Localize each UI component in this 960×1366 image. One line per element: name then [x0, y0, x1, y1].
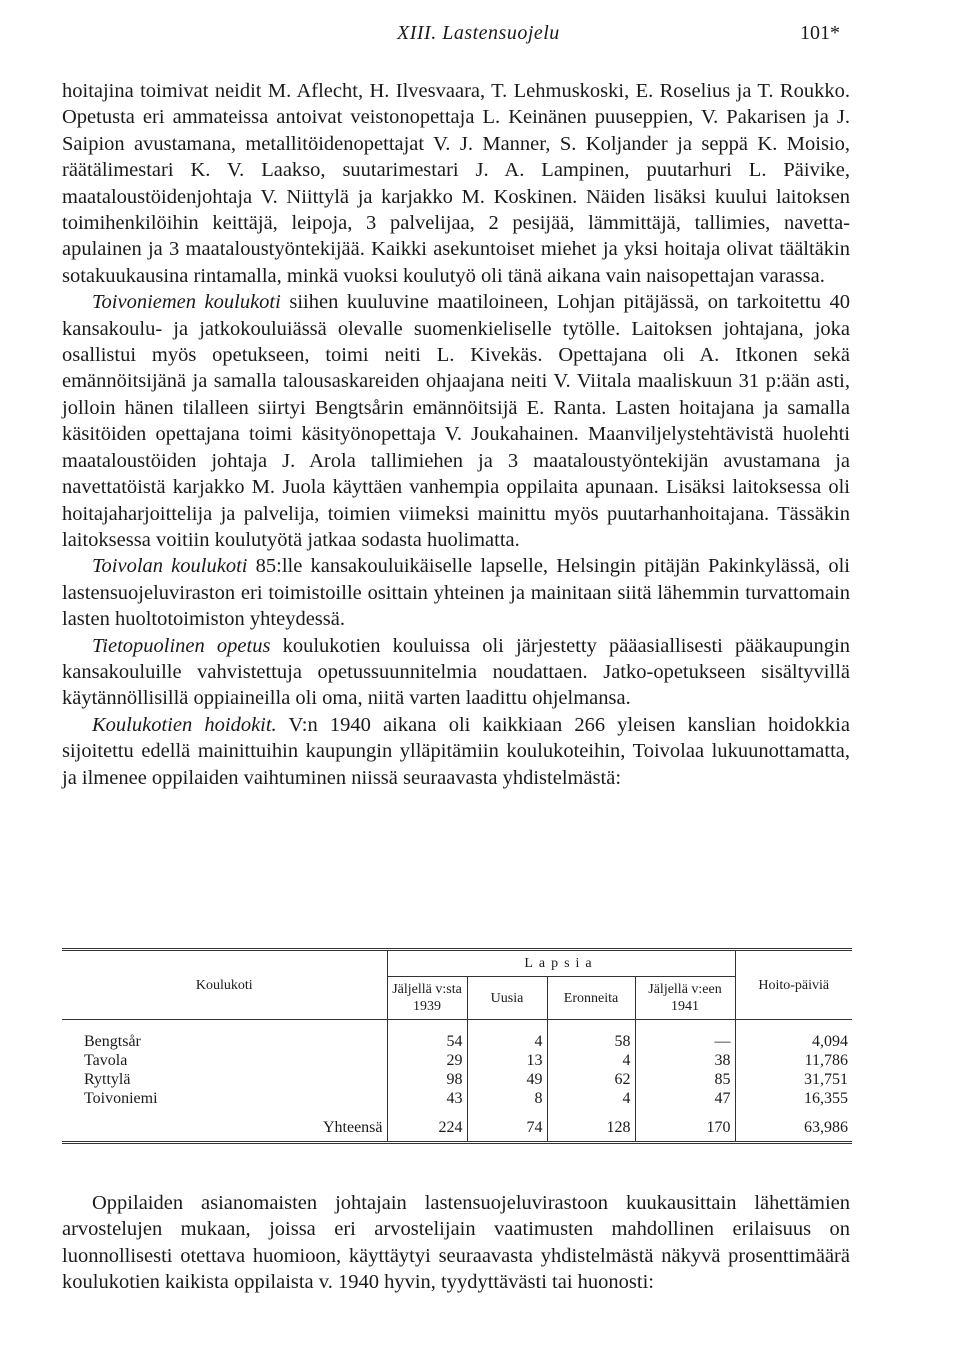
cell-j1941: 170 — [635, 1108, 735, 1143]
row-name: Bengtsår — [84, 1033, 141, 1050]
cell-paivia: 16,355 — [735, 1089, 852, 1108]
paragraph-closing: Oppilaiden asianomaisten johtajain lastensuojeluvirastoon kuukausittain lähettämien arvostelujen mukaan, joissa eri arvostelijain vaatimusten mahdollinen erilaisuus on luonnollisesti otettava huomioon, käyttäytyi seuraavasta yhdistelmästä näkyvä prosenttimäärä koulukotien kaikista oppilaista v. 1940 hyvin, tyydyttävästi tai huonosti: — [62, 1192, 850, 1294]
cell-uusia: 4 — [467, 1020, 547, 1052]
table-row — [62, 1089, 852, 1108]
paragraph-opetus — [62, 633, 850, 712]
cell-j1941: — — [635, 1020, 735, 1052]
header-eronneita: Eronneita — [547, 977, 635, 1020]
cell-j1939: 43 — [387, 1089, 467, 1108]
row-name: Ryttylä — [84, 1071, 131, 1088]
cell-eronneita: 128 — [547, 1108, 635, 1143]
header-koulukoti: Koulukoti — [62, 950, 387, 1020]
cell-eronneita: 4 — [547, 1089, 635, 1108]
cell-uusia: 49 — [467, 1070, 547, 1089]
paragraph-text: V:n 1940 aikana oli kaikkiaan 266 yleisen kanslian hoidokkia sijoitettu edellä mainittuihin kaupungin ylläpitämiin koulukoteihin, Toivolaa lukuunottamatta, ja ilmenee oppilaiden vaihtuminen niissä seuraavasta yhdistelmästä: — [62, 713, 850, 789]
table-row — [62, 1070, 852, 1089]
section-lead-toivola: Toivolan koulukoti — [92, 555, 248, 578]
cell-j1941: 85 — [635, 1070, 735, 1089]
total-label: Yhteensä — [62, 1108, 387, 1143]
header-lapsia: Lapsia — [387, 950, 735, 977]
header-hoitopaivia: Hoito-päiviä — [735, 950, 852, 1020]
table-row — [62, 1020, 852, 1052]
table-total-row — [62, 1108, 852, 1143]
cell-j1939: 224 — [387, 1108, 467, 1143]
statistics-table — [62, 948, 852, 1144]
page-number: 101* — [800, 22, 840, 44]
paragraph-hoidokit — [62, 712, 850, 791]
table-body — [62, 1020, 852, 1143]
statistics-table-wrap — [62, 948, 852, 1144]
header-jaljella-1941: Jäljellä v:een 1941 — [635, 977, 735, 1020]
cell-j1939: 54 — [387, 1020, 467, 1052]
cell-paivia: 11,786 — [735, 1051, 852, 1070]
closing-text — [62, 1190, 850, 1296]
header-uusia: Uusia — [467, 977, 547, 1020]
cell-uusia: 13 — [467, 1051, 547, 1070]
section-lead-opetus: Tietopuolinen opetus — [92, 634, 271, 657]
section-lead-toivoniemi: Toivoniemen koulukoti — [92, 291, 281, 314]
paragraph-text: 85:lle kansakouluikäiselle lapselle, Helsingin pitäjän Pakinkylässä, oli lastensuojeluviraston eri toimistoille osittain yhteinen ja mainitaan siitä lähemmin turvattomain lasten huoltotoimiston yhteydessä. — [62, 555, 851, 631]
row-name: Toivoniemi — [84, 1090, 158, 1107]
cell-uusia: 74 — [467, 1108, 547, 1143]
body-text — [62, 78, 850, 791]
paragraph-text: siihen kuuluvine maatiloineen, Lohjan pitäjässä, on tarkoitettu 40 kansakoulu- ja jatkokouluiässä olevalle suomenkieliselle tytölle. Laitoksen johtajana, joka osallistui myös opetukseen, toimi neiti L. Kivekäs. Opettajana oli A. Itkonen sekä emännöitsijänä ja samalla talousaskareiden ohjaajana neiti V. Viitala maaliskuun 31 p:ään asti, jolloin hänen tilalleen siirtyi Bengtsårin emännöitsijä E. Ranta. Lasten hoitajana ja samalla käsitöiden opettajana toimi käsityönopettaja V. Joukahainen. Maanviljelystehtävistä huolehti maataloustöiden johtaja J. Arola tallimiehen ja 3 maataloustyöntekijän avustamana ja navettatöistä karjakko M. Juola käyttäen vanhempia oppilaita apunaan. Lisäksi laitoksessa oli hoitajaharjoittelija ja palvelija, toimien viimeksi mainittu myös puutarhanhoitajana. Tässäkin laitoksessa voitiin koulutyötä jatkaa sodasta huolimatta. — [62, 291, 850, 551]
cell-j1941: 38 — [635, 1051, 735, 1070]
cell-paivia: 31,751 — [735, 1070, 852, 1089]
running-title: XIII. Lastensuojelu — [397, 22, 560, 44]
cell-eronneita: 62 — [547, 1070, 635, 1089]
cell-j1939: 98 — [387, 1070, 467, 1089]
header-jaljella-1939: Jäljellä v:sta 1939 — [387, 977, 467, 1020]
paragraph-toivola — [62, 553, 850, 632]
row-name: Tavola — [84, 1052, 128, 1069]
cell-eronneita: 4 — [547, 1051, 635, 1070]
cell-paivia: 4,094 — [735, 1020, 852, 1052]
cell-j1939: 29 — [387, 1051, 467, 1070]
table-row — [62, 1051, 852, 1070]
paragraph-text: koulukotien kouluissa oli järjestetty pääasiallisesti pääkaupungin kansakouluille vahvistettuja opetussuunnitelmia noudattaen. Jatko-opetukseen sisältyvillä käytännöllisillä oppiaineilla oli oma, niitä varten laadittu ohjelmansa. — [62, 634, 850, 710]
paragraph-toivoniemi — [62, 289, 850, 553]
paragraph-staff: hoitajina toimivat neidit M. Aflecht, H. Ilvesvaara, T. Lehmuskoski, E. Roselius ja T. Roukko. Opetusta eri ammateissa antoivat veistonopettaja L. Keinänen puuseppien, V. Pakarisen ja J. Saipion avustamana, metallitöidenopettajat V. J. Manner, S. Koljander ja seppä K. Moisio, räätälimestari K. V. Laakso, suutarimestari J. A. Lampinen, puutarhuri L. Päivike, maataloustöidenjohtaja V. Niittylä ja karjakko M. Koskinen. Näiden lisäksi kuului laitoksen toimihenkilöihin keittäjä, leipoja, 3 palvelijaa, 2 pesijää, lämmittäjä, tallimies, navetta-apulainen ja 3 maataloustyöntekijää. Kaikki asekuntoiset miehet ja yksi hoitaja olivat täältäkin sotakuukausina rintamalla, minkä vuoksi koulutyö oli tänä aikana vain naisopettajan varassa. — [62, 80, 850, 287]
cell-eronneita: 58 — [547, 1020, 635, 1052]
section-lead-hoidokit: Koulukotien hoidokit. — [92, 713, 277, 736]
page-header — [0, 22, 960, 52]
cell-j1941: 47 — [635, 1089, 735, 1108]
cell-uusia: 8 — [467, 1089, 547, 1108]
cell-paivia: 63,986 — [735, 1108, 852, 1143]
